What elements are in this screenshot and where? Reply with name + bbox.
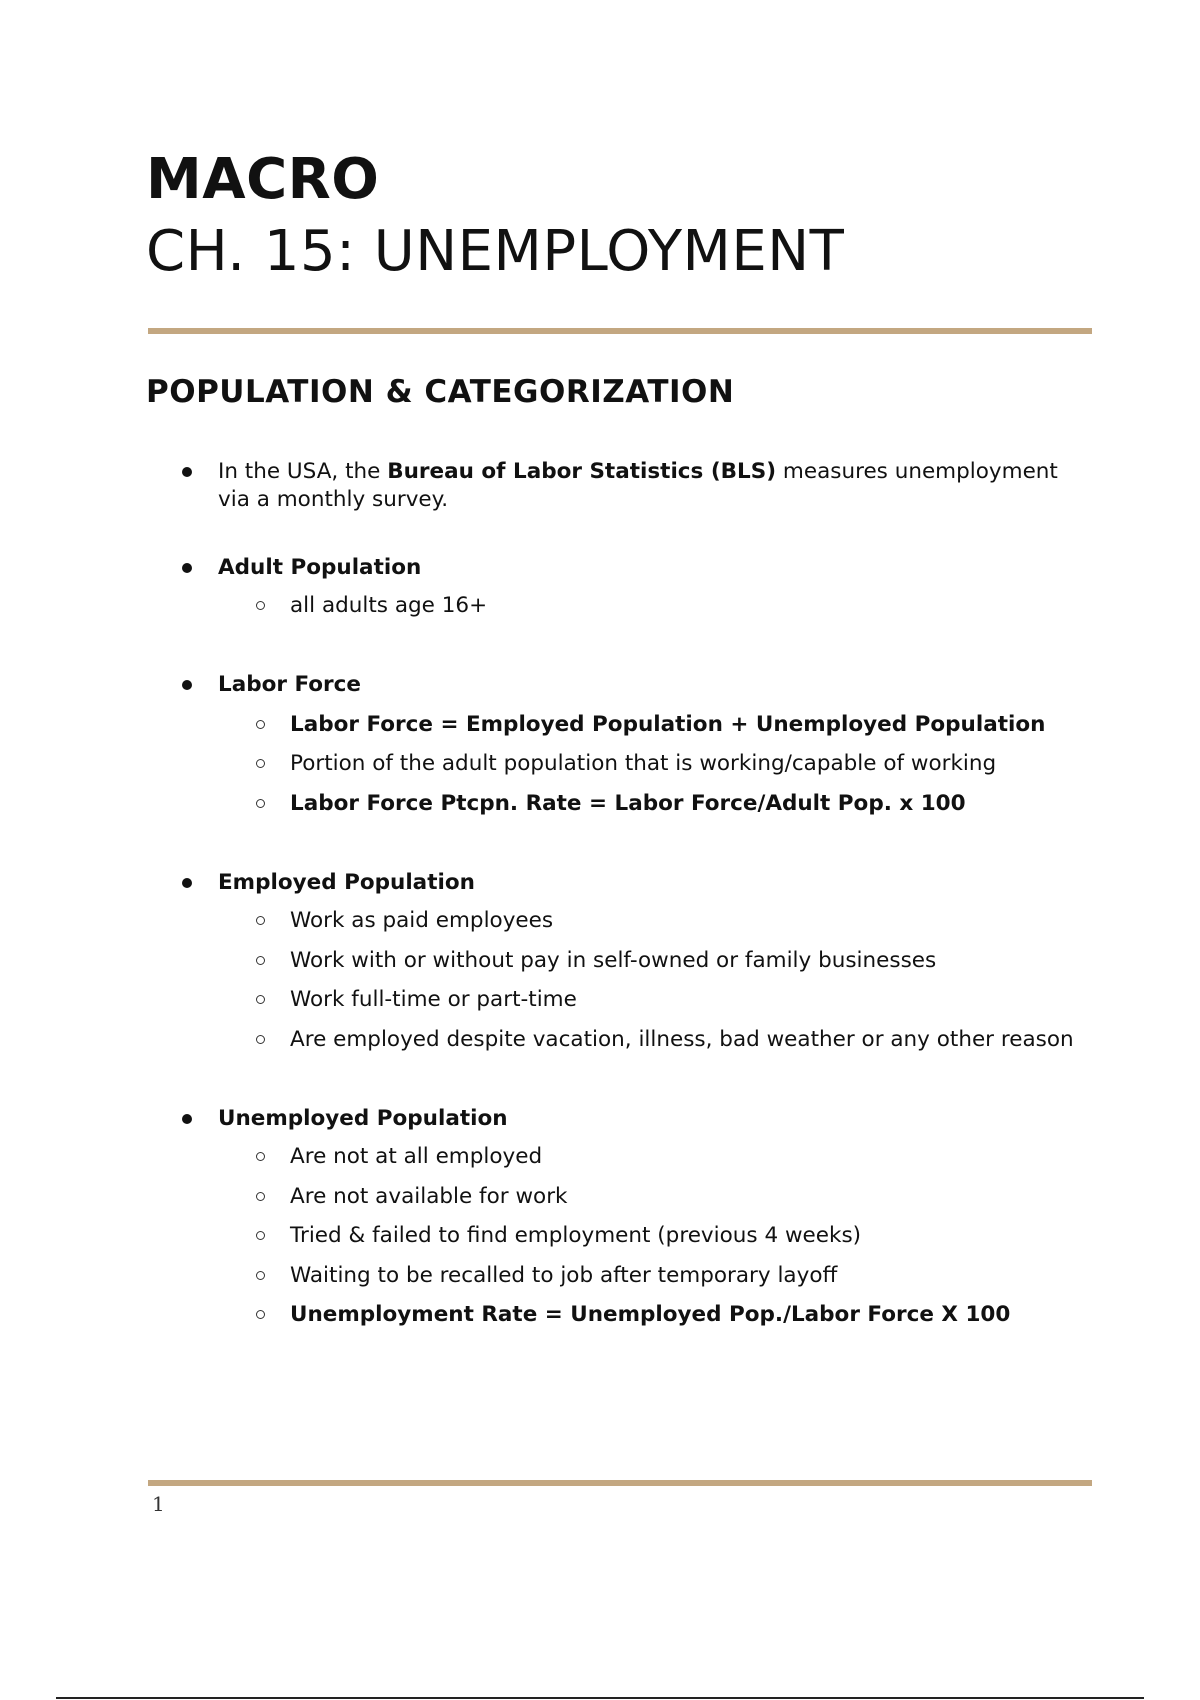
bullet-icon <box>182 878 192 888</box>
hollow-bullet-icon <box>256 759 265 768</box>
intro-bold: Bureau of Labor Statistics (BLS) <box>387 459 777 484</box>
hollow-bullet-icon <box>256 1231 265 1240</box>
intro-suffix: measures unemployment via a monthly survey. <box>218 459 1058 512</box>
sub-item-text: Work full-time or part-time <box>290 987 577 1012</box>
unemployed-population-label: Unemployed Population <box>218 1106 508 1131</box>
hollow-bullet-icon <box>256 1271 265 1280</box>
adult-population-label: Adult Population <box>218 555 422 580</box>
hollow-bullet-icon <box>256 995 265 1004</box>
hollow-bullet-icon <box>256 956 265 965</box>
document-title: MACRO <box>146 147 380 212</box>
hollow-bullet-icon <box>256 799 265 808</box>
hollow-bullet-icon <box>256 1152 265 1161</box>
sub-item-text: Are employed despite vacation, illness, bad weather or any other reason <box>290 1027 1074 1052</box>
participation-rate-formula: Labor Force Ptcpn. Rate = Labor Force/Adult Pop. x 100 <box>290 791 966 816</box>
section-heading: POPULATION & CATEGORIZATION <box>146 374 735 410</box>
employed-population-label: Employed Population <box>218 870 475 895</box>
sub-item-text: Portion of the adult population that is working/capable of working <box>290 751 997 776</box>
sub-item-text: all adults age 16+ <box>290 593 488 618</box>
sub-item-text: Work as paid employees <box>290 908 554 933</box>
sub-item-text: Are not available for work <box>290 1184 568 1209</box>
hollow-bullet-icon <box>256 1035 265 1044</box>
hollow-bullet-icon <box>256 720 265 729</box>
hollow-bullet-icon <box>256 916 265 925</box>
hollow-bullet-icon <box>256 601 265 610</box>
bullet-icon <box>182 680 192 690</box>
page-edge-line <box>56 1697 1144 1699</box>
labor-force-formula: Labor Force = Employed Population + Unemployed Population <box>290 712 1046 737</box>
sub-item-text: Are not at all employed <box>290 1144 543 1169</box>
page-number: 1 <box>152 1492 165 1516</box>
bullet-icon <box>182 563 192 573</box>
header-divider <box>148 328 1092 334</box>
hollow-bullet-icon <box>256 1192 265 1201</box>
footer-divider <box>148 1480 1092 1486</box>
bullet-icon <box>182 467 192 477</box>
sub-item-text: Tried & failed to find employment (previous 4 weeks) <box>290 1223 862 1248</box>
intro-prefix: In the USA, the <box>218 459 388 484</box>
sub-item-text: Waiting to be recalled to job after temporary layoff <box>290 1263 838 1288</box>
labor-force-label: Labor Force <box>218 672 361 697</box>
bullet-icon <box>182 1114 192 1124</box>
sub-item-text: Work with or without pay in self-owned or family businesses <box>290 948 937 973</box>
unemployment-rate-formula: Unemployment Rate = Unemployed Pop./Labor Force X 100 <box>290 1302 1011 1327</box>
hollow-bullet-icon <box>256 1310 265 1319</box>
chapter-title: CH. 15: UNEMPLOYMENT <box>146 219 845 284</box>
intro-text <box>218 458 1090 514</box>
